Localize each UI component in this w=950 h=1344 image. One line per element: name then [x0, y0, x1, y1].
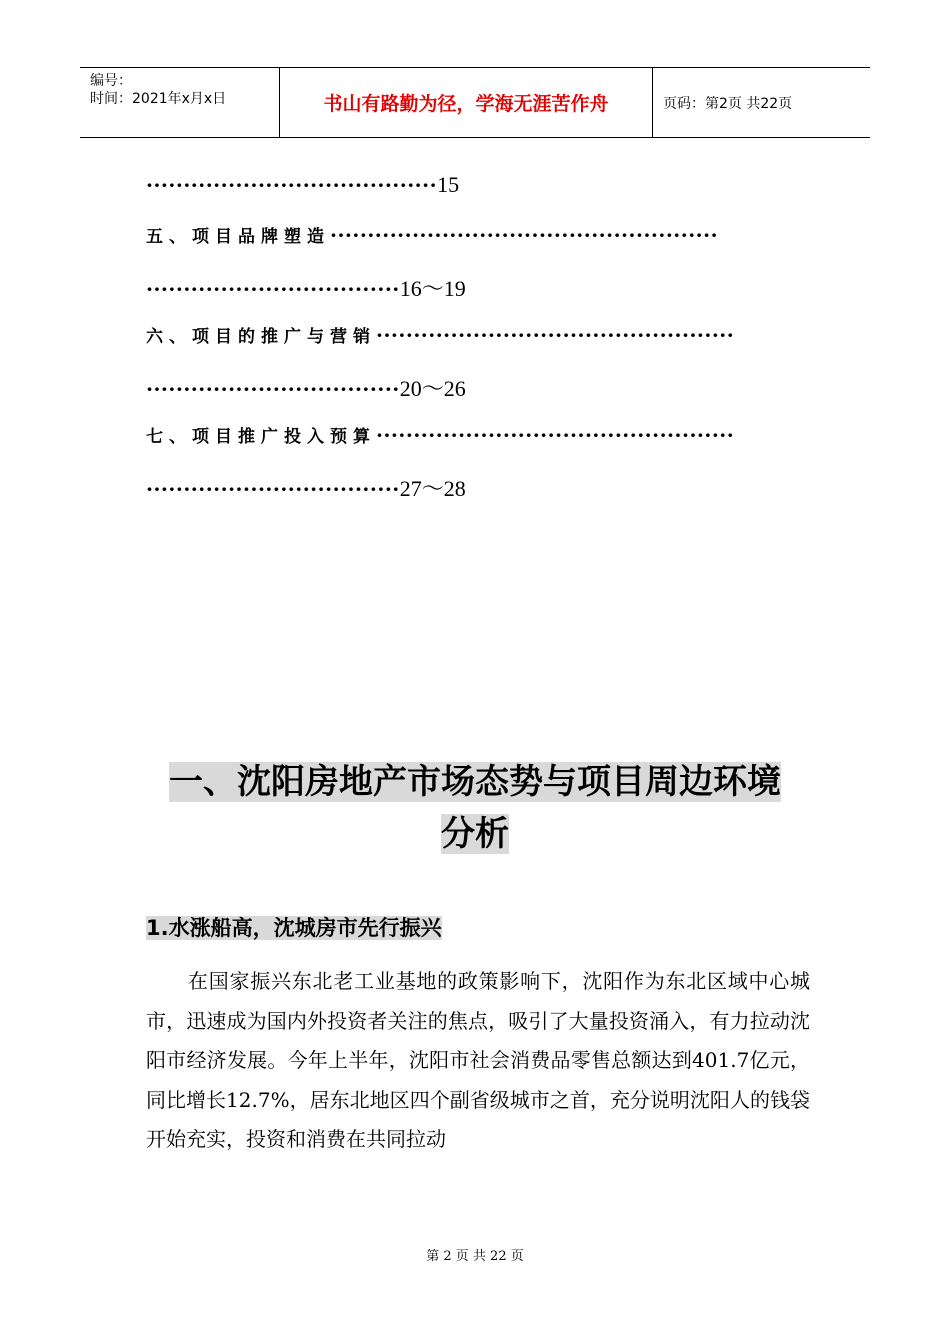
toc-entry-5 — [146, 222, 718, 247]
chapter-heading-line1: 一、沈阳房地产市场态势与项目周边环境 — [169, 762, 781, 802]
toc-entry-6-pages — [146, 372, 466, 403]
toc-leader-dots: ················································ — [376, 423, 735, 447]
toc-leader-dots: ······································· — [146, 173, 438, 197]
toc-entry-7-pages — [146, 472, 466, 503]
page-header — [80, 67, 870, 138]
toc-entry-title: 五、项目品牌塑造 — [146, 227, 330, 247]
toc-entry-5-pages — [146, 272, 466, 303]
toc-page-number: 16～19 — [399, 276, 466, 301]
number-label: 编号： — [90, 73, 132, 89]
chapter-heading-line2: 分析 — [441, 814, 509, 854]
chapter-heading-cont — [80, 808, 870, 860]
header-meta — [80, 68, 280, 137]
toc-page-number: 15 — [437, 172, 460, 197]
toc-line-continuation — [146, 172, 459, 198]
date-line: 时间：2021年x月x日 — [90, 91, 227, 107]
toc-page-number: 20～26 — [399, 376, 466, 401]
header-page-info: 页码：第2页 共22页 — [663, 95, 793, 112]
header-motto: 书山有路勤为径，学海无涯苦作舟 — [280, 68, 653, 137]
body-paragraph: 在国家振兴东北老工业基地的政策影响下，沈阳作为东北区域中心城市，迅速成为国内外投资者关注的焦点，吸引了大量投资涌入，有力拉动沈阳市经济发展。今年上半年，沈阳市社会消费品零售总额达到401.7亿元，同比增长12.7%，居东北地区四个副省级城市之首，充分说明沈阳人的钱袋开始充实，投资和消费在共同拉动 — [146, 969, 810, 1151]
chapter-heading — [80, 756, 870, 808]
toc-leader-dots: ·································· — [146, 377, 400, 401]
toc-entry-title: 六、项目的推广与营销 — [146, 327, 376, 347]
toc-entry-title: 七、项目推广投入预算 — [146, 427, 376, 447]
toc-leader-dots: ·································· — [146, 277, 400, 301]
page-footer: 第 2 页 共 22 页 — [426, 1249, 524, 1264]
toc-page-number: 27～28 — [399, 476, 466, 501]
toc-leader-dots: ················································ — [376, 323, 735, 347]
toc-entry-6 — [146, 322, 734, 347]
toc-leader-dots: ·································· — [146, 477, 400, 501]
toc-entry-7 — [146, 422, 734, 447]
section-heading — [146, 912, 442, 942]
toc-leader-dots: ···················································· — [330, 223, 719, 247]
section-title: 1.水涨船高，沈城房市先行振兴 — [146, 916, 442, 940]
